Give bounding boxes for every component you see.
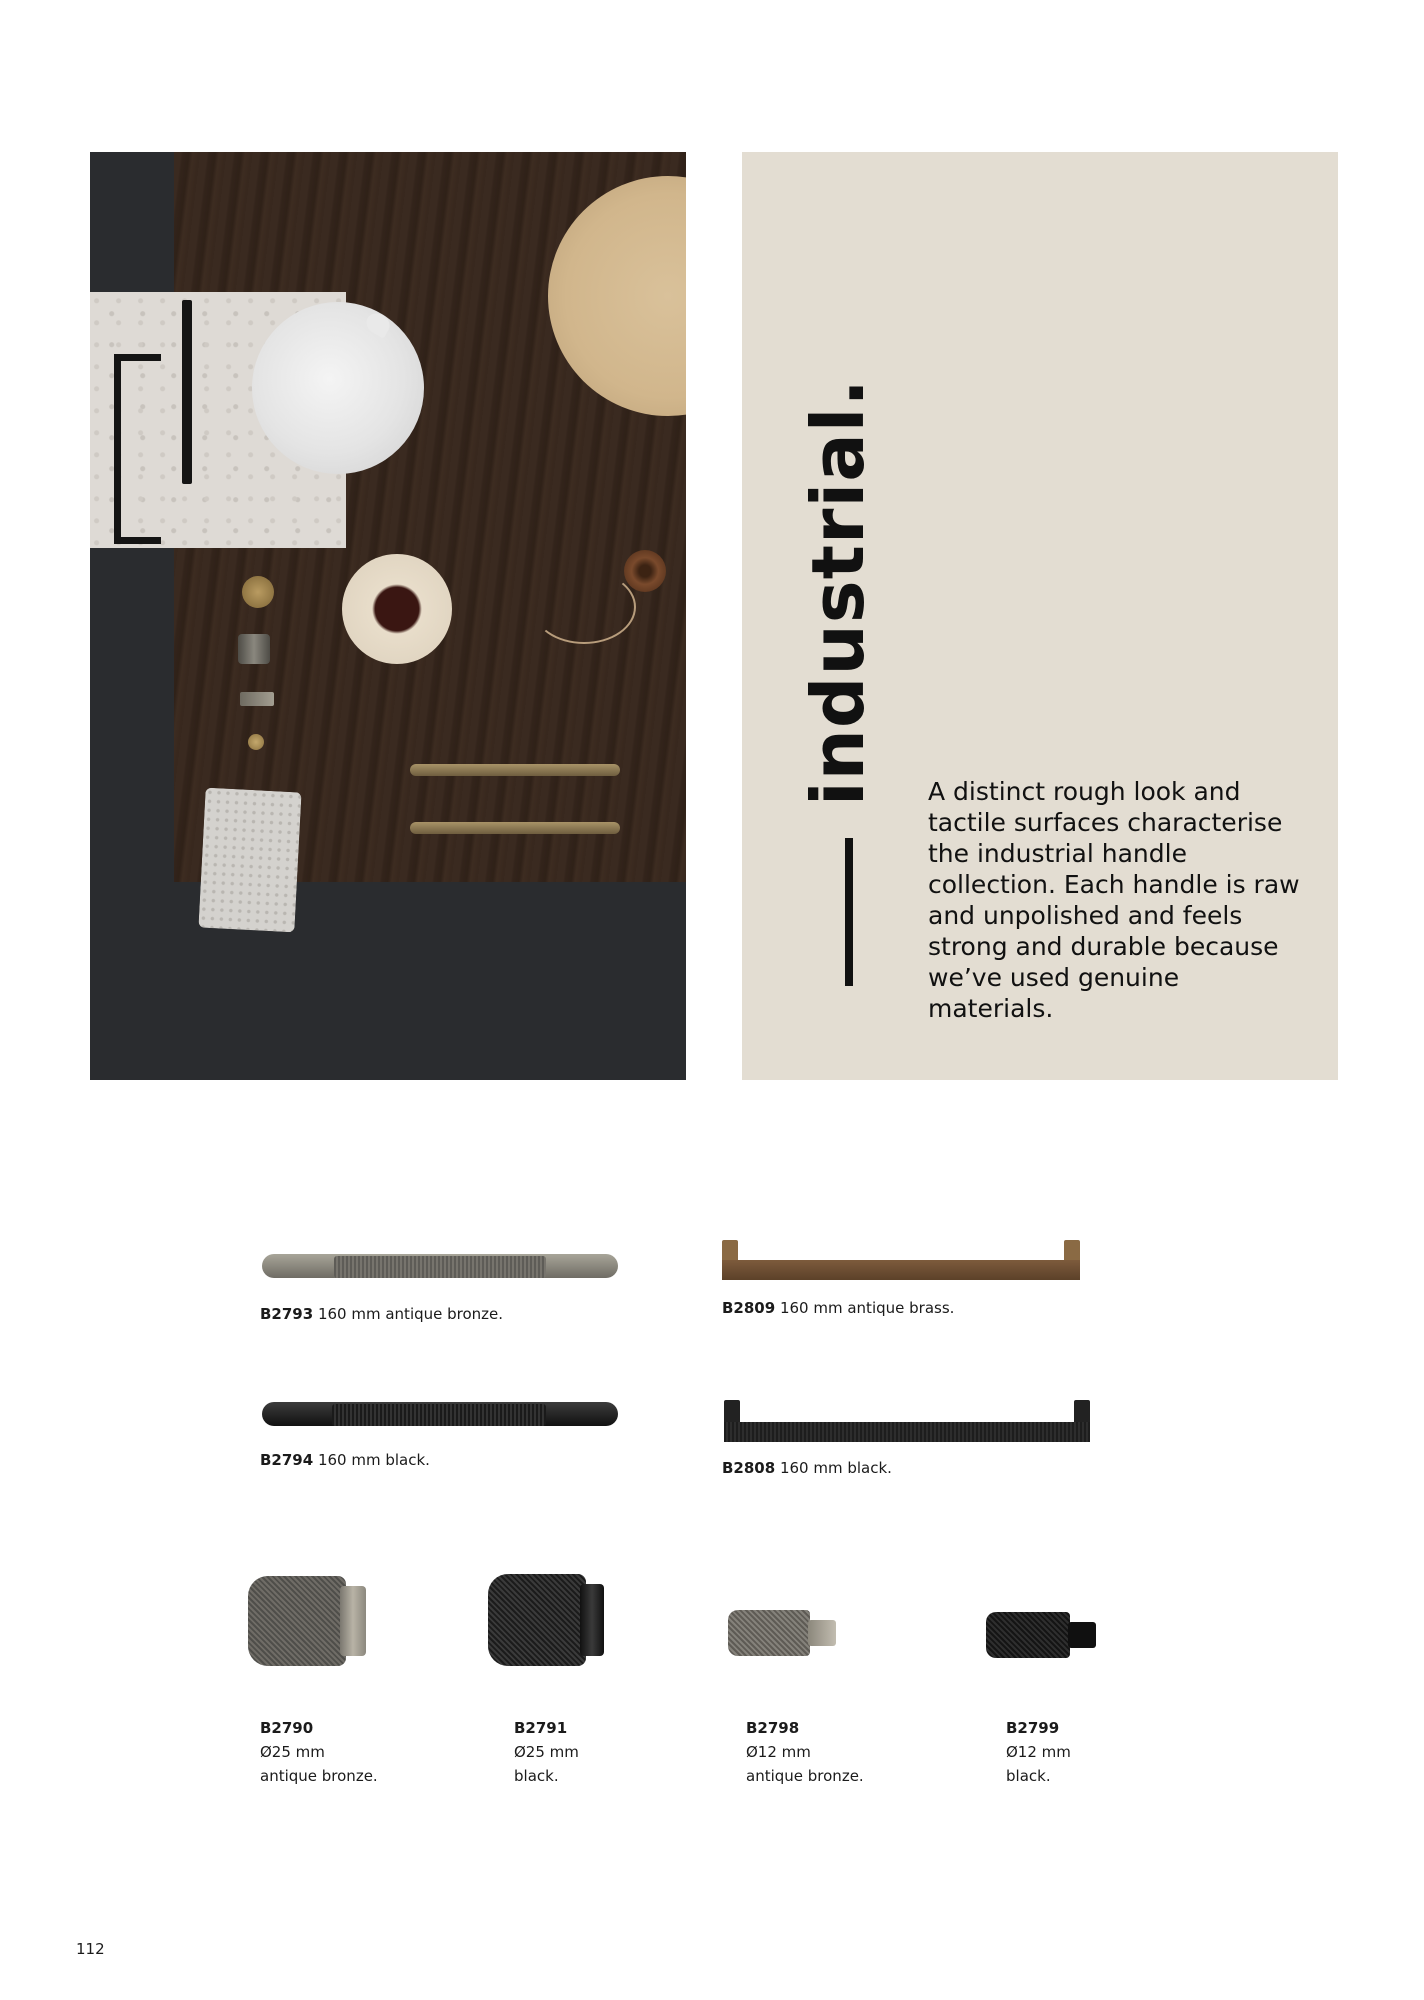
handle-image-b2794 xyxy=(262,1394,618,1434)
knob-caption-b2791 xyxy=(514,1716,579,1788)
knob-image-b2799 xyxy=(986,1612,1096,1658)
intro-text: A distinct rough look and tactile surfaces characterise the industrial handle collection. Each handle is raw and unpolished and feels strong and durable because we’ve used genuine materials. xyxy=(928,777,1300,1023)
title-rule xyxy=(845,838,853,986)
moodboard-photo xyxy=(90,152,686,1080)
small-brass-knob-sample xyxy=(248,734,264,750)
product-code: B2790 xyxy=(260,1719,314,1737)
knob-image-b2798 xyxy=(728,1610,836,1656)
product-code: B2791 xyxy=(514,1719,568,1737)
handle-caption-b2794 xyxy=(260,1450,430,1470)
black-handle-sample xyxy=(114,354,161,544)
product-finish: black. xyxy=(514,1767,559,1785)
product-code: B2793 xyxy=(260,1305,314,1323)
product-size: Ø25 mm xyxy=(260,1743,325,1761)
knob-image-b2791 xyxy=(488,1574,604,1666)
brass-handle-sample xyxy=(410,822,620,834)
handle-image-b2808 xyxy=(724,1400,1090,1442)
granite-stone xyxy=(198,788,301,933)
product-code: B2808 xyxy=(722,1459,776,1477)
handle-caption-b2809 xyxy=(722,1298,954,1318)
black-handle-sample xyxy=(182,300,192,484)
product-size: Ø12 mm xyxy=(1006,1743,1071,1761)
product-size: Ø25 mm xyxy=(514,1743,579,1761)
brass-knob-sample xyxy=(242,576,274,608)
product-size: Ø12 mm xyxy=(746,1743,811,1761)
product-code: B2799 xyxy=(1006,1719,1060,1737)
product-description: 160 mm black. xyxy=(779,1459,892,1477)
product-finish: antique bronze. xyxy=(746,1767,864,1785)
page-number: 112 xyxy=(76,1940,105,1958)
bronze-knob-sample xyxy=(238,634,270,664)
collection-title: industrial. xyxy=(796,378,880,806)
small-knob-sample xyxy=(240,692,274,706)
handle-caption-b2793 xyxy=(260,1304,503,1324)
product-description: 160 mm antique bronze. xyxy=(317,1305,504,1323)
product-description: 160 mm black. xyxy=(317,1451,430,1469)
knob-caption-b2798 xyxy=(746,1716,864,1788)
white-bowl xyxy=(252,302,424,474)
product-code: B2809 xyxy=(722,1299,776,1317)
product-code: B2798 xyxy=(746,1719,800,1737)
brass-handle-sample xyxy=(410,764,620,776)
knob-caption-b2790 xyxy=(260,1716,378,1788)
product-code: B2794 xyxy=(260,1451,314,1469)
product-finish: black. xyxy=(1006,1767,1051,1785)
knob-caption-b2799 xyxy=(1006,1716,1071,1788)
product-finish: antique bronze. xyxy=(260,1767,378,1785)
handle-caption-b2808 xyxy=(722,1458,892,1478)
knob-image-b2790 xyxy=(248,1576,366,1666)
thread-loop xyxy=(532,570,636,644)
handle-image-b2793 xyxy=(262,1248,618,1288)
peppercorn-dish xyxy=(342,554,452,664)
copper-thread-spool xyxy=(624,550,666,592)
product-description: 160 mm antique brass. xyxy=(779,1299,955,1317)
handle-image-b2809 xyxy=(722,1240,1080,1280)
